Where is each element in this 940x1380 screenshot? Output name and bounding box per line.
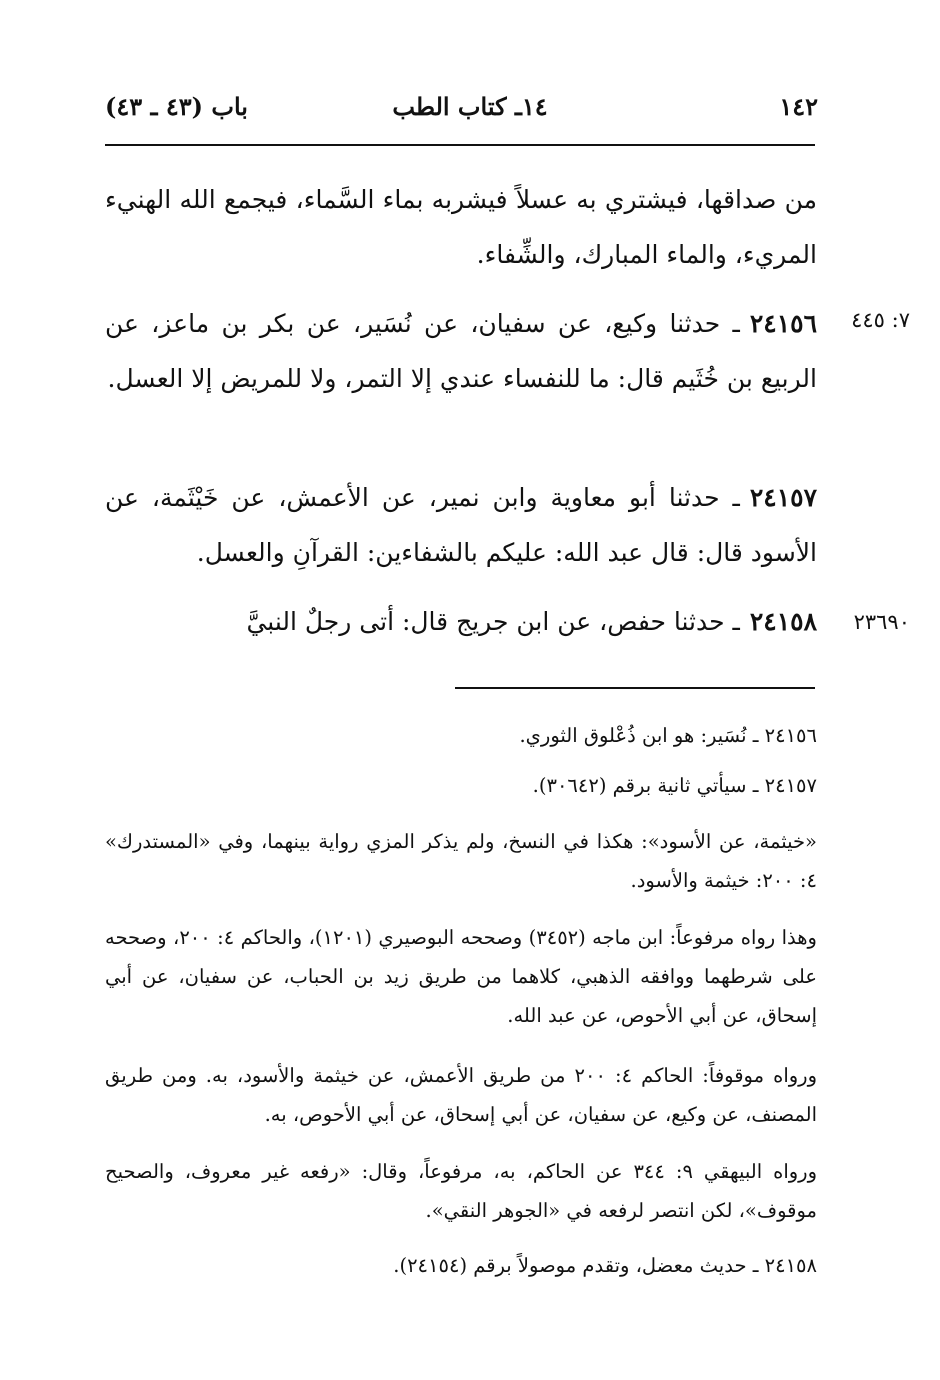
footnote: ورواه البيهقي ٩: ٣٤٤ عن الحاكم، به، مرفوعاً، وقال: «رفعه غير معروف، والصحيح موقوف»، لكن انتصر لرفعه في «الجوهر النقي». [105, 1160, 817, 1222]
section-label: باب (٤٣ ـ ٤٣) [105, 92, 248, 121]
footnote: «خيثمة، عن الأسود»: هكذا في النسخ، ولم يذكر المزي رواية بينهما، وفي «المستدرك» ٤: ٢٠٠: خيثمة والأسود. [105, 830, 817, 892]
footnote-rule [455, 687, 815, 689]
hadith-text: ـ حدثنا حفص، عن ابن جريج قال: أتى رجلٌ النبيَّ [246, 607, 740, 636]
hadith-number: ٢٤١٥٨ [749, 607, 817, 636]
margin-reference: ٧: ٤٤٥ [851, 308, 910, 332]
footnote: وهذا رواه مرفوعاً: ابن ماجه (٣٤٥٢) وصححه البوصيري (١٢٠١)، والحاكم ٤: ٢٠٠، وصححه على شرطهما ووافقه الذهبي، كلاهما من طريق زيد بن الحباب، عن سفيان، عن أبي إسحاق، عن أبي الأحوص، عن عبد الله. [105, 926, 817, 1027]
footnote: ورواه موقوفاً: الحاكم ٤: ٢٠٠ من طريق الأعمش، عن خيثمة والأسود، به. ومن طريق المصنف، عن وكيع، عن سفيان، عن أبي إسحاق، عن أبي الأحوص، به. [105, 1064, 817, 1126]
hadith-text: ـ حدثنا وكيع، عن سفيان، عن نُسَير، عن بكر بن ماعز، عن الربيع بن خُثَيم قال: ما للنفساء عندي إلا التمر، ولا للمريض إلا العسل. [105, 309, 817, 393]
header-rule [105, 144, 815, 146]
page-number: ١٤٢ [779, 92, 818, 121]
hadith-number: ٢٤١٥٦ [749, 309, 817, 338]
hadith-text: ـ حدثنا أبو معاوية وابن نمير، عن الأعمش، عن خَيْثَمة، عن الأسود قال: قال عبد الله: عليكم بالشفاءين: القرآنِ والعسل. [105, 483, 817, 567]
footnote: ٢٤١٥٦ ـ نُسَير: هو ابن ذُعْلوق الثوري. [519, 724, 817, 747]
hadith-entry [105, 470, 817, 580]
footnote: ٢٤١٥٧ ـ سيأتي ثانية برقم (٣٠٦٤٢). [532, 774, 817, 797]
margin-reference: ٢٣٦٩٠ [853, 610, 910, 634]
continuation-text: من صداقها، فيشتري به عسلاً فيشربه بماء السَّماء، فيجمع الله الهنيء المريء، والماء المبارك، والشِّفاء. [105, 185, 817, 269]
hadith-number: ٢٤١٥٧ [749, 483, 817, 512]
footnote: ٢٤١٥٨ ـ حديث معضل، وتقدم موصولاً برقم (٢٤١٥٤). [393, 1254, 817, 1277]
hadith-entry [105, 296, 817, 406]
hadith-entry [105, 594, 817, 649]
chapter-title: ١٤ـ كتاب الطب [392, 92, 548, 121]
